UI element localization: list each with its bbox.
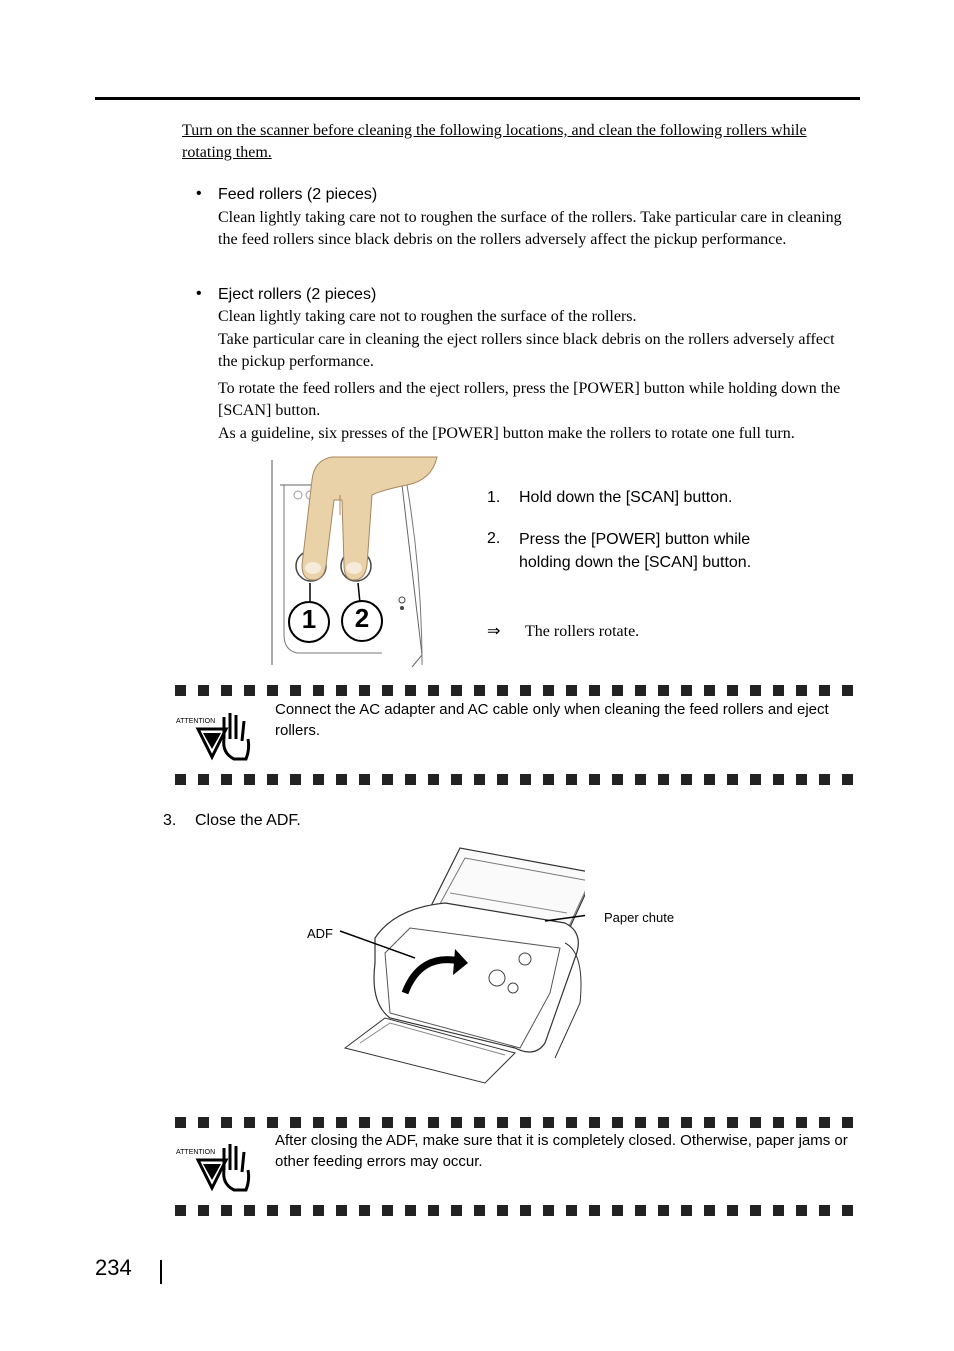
paper-chute-label: Paper chute bbox=[604, 910, 675, 925]
attention-2-text: After closing the ADF, make sure that it is completely closed. Otherwise, paper jams or other feeding errors may occur. bbox=[275, 1132, 848, 1170]
step-badge-1: 1 bbox=[301, 604, 317, 634]
step-3-text: Close the ADF. bbox=[195, 812, 301, 829]
attention-divider-top bbox=[175, 1117, 855, 1128]
bullet-title-feed-rollers: Feed rollers (2 pieces) bbox=[218, 186, 378, 203]
result-arrow-icon: ⇒ bbox=[487, 623, 501, 640]
header-rule bbox=[95, 97, 860, 100]
bullet-body-eject-rollers-1: Clean lightly taking care not to roughen the surface of the rollers. bbox=[218, 308, 637, 325]
page-number-divider bbox=[160, 1260, 162, 1284]
bullet-body-eject-rollers-2: Take particular care in cleaning the eject rollers since black debris on the rollers adversely affect the pickup performance. bbox=[218, 331, 835, 370]
intro-text: Turn on the scanner before cleaning the following locations, and clean the following rollers while rotating them. bbox=[182, 122, 807, 161]
result-text: The rollers rotate. bbox=[525, 623, 640, 640]
bullet-title-eject-rollers: Eject rollers (2 pieces) bbox=[218, 286, 377, 303]
rotate-instructions: To rotate the feed rollers and the eject rollers, press the [POWER] button while holding down the [SCAN] button. bbox=[218, 380, 841, 419]
attention-icon-label: ATTENTION bbox=[176, 1149, 216, 1156]
fig-step-1-text: Hold down the [SCAN] button. bbox=[519, 489, 733, 506]
fig-step-2-text: Press the [POWER] button while holding down the [SCAN] button. bbox=[519, 531, 752, 571]
scanner-adf-illustration bbox=[335, 843, 585, 1093]
attention-icon-label: ATTENTION bbox=[176, 718, 216, 725]
bullet-body-feed-rollers: Clean lightly taking care not to roughen the surface of the rollers. Take particular care in cleaning the feed rollers since black debris on the rollers adversely affect the pickup performance. bbox=[218, 209, 842, 248]
step-badge-2: 2 bbox=[354, 603, 370, 633]
attention-icon bbox=[176, 1140, 256, 1192]
bullet-icon: • bbox=[196, 185, 202, 202]
page-number: 234 bbox=[95, 1255, 132, 1280]
adf-label: ADF bbox=[307, 926, 333, 941]
step-3-number: 3. bbox=[163, 812, 177, 829]
attention-divider-bottom bbox=[175, 774, 855, 785]
rotate-guideline: As a guideline, six presses of the [POWER] button make the rollers to rotate one full turn. bbox=[218, 425, 795, 442]
attention-icon bbox=[176, 709, 256, 761]
scanner-buttons-illustration bbox=[262, 455, 442, 670]
fig-step-2-number: 2. bbox=[487, 530, 501, 547]
attention-divider-bottom bbox=[175, 1205, 855, 1216]
fig-step-1-number: 1. bbox=[487, 489, 501, 506]
attention-divider-top bbox=[175, 685, 855, 696]
attention-1-text: Connect the AC adapter and AC cable only when cleaning the feed rollers and eject rollers. bbox=[275, 701, 829, 739]
bullet-icon: • bbox=[196, 285, 202, 302]
